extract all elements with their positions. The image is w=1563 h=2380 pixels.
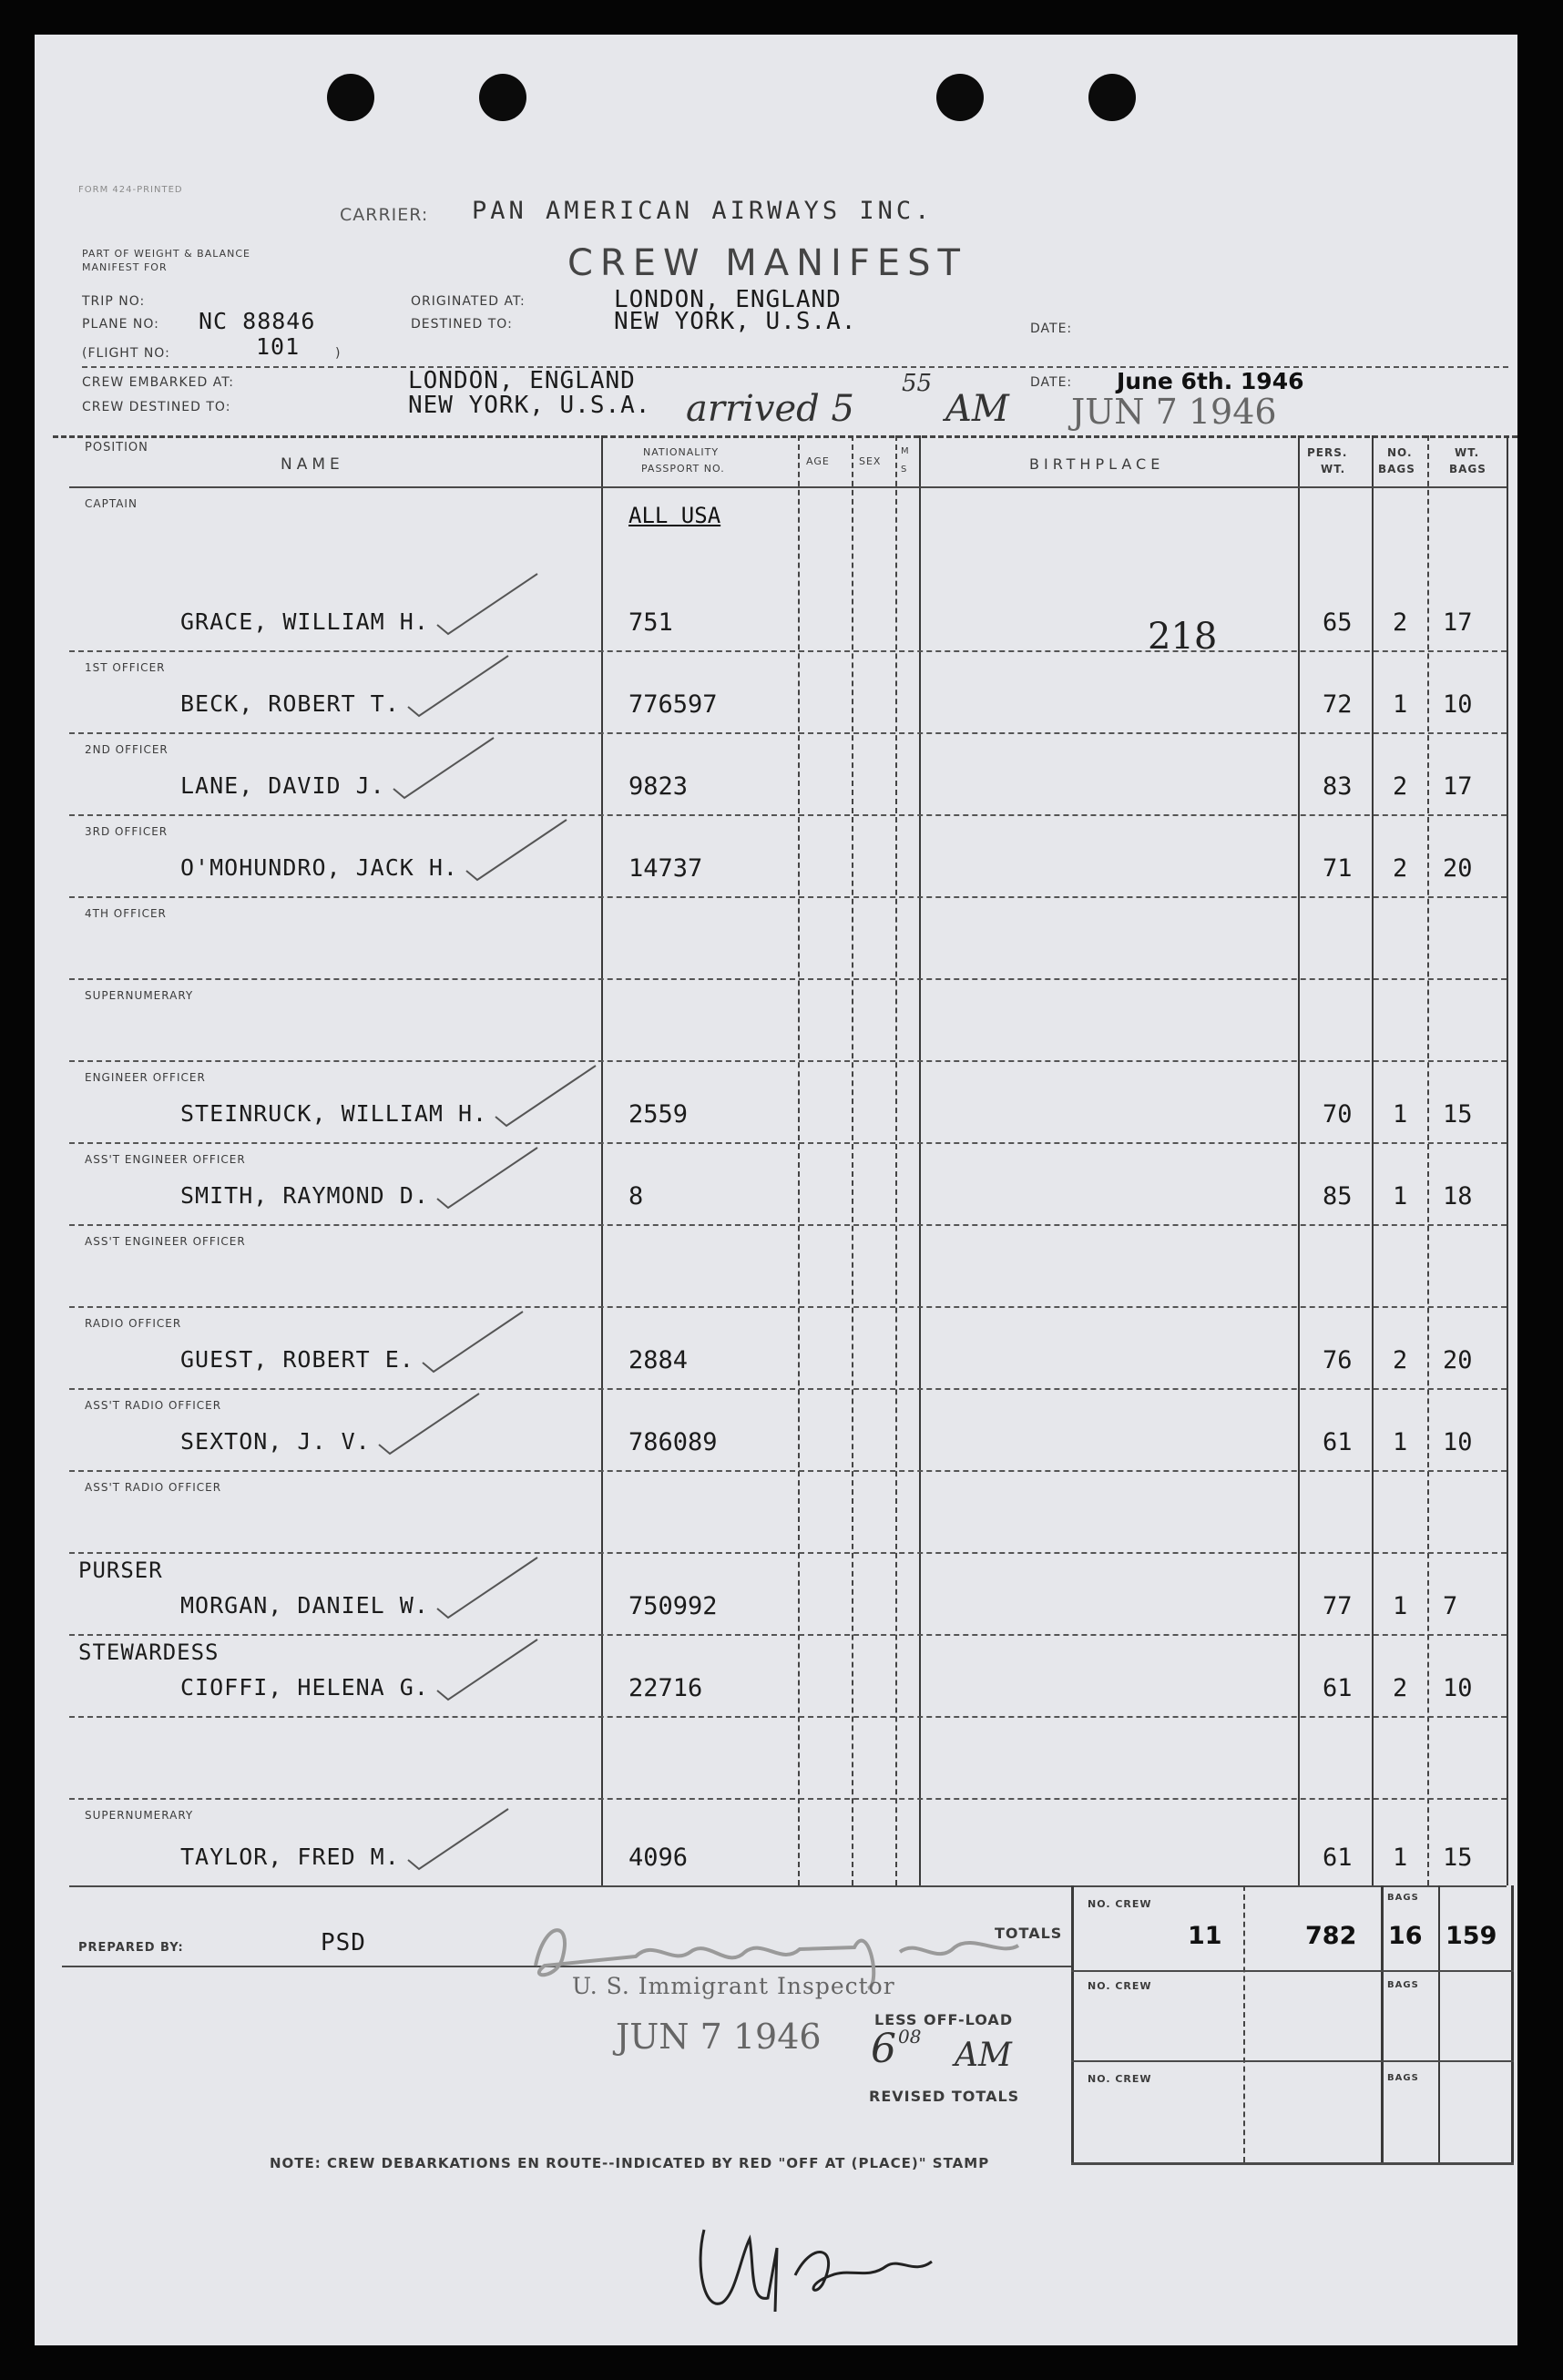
bag-weight: 20 [1443, 854, 1473, 883]
inspector-title: U. S. Immigrant Inspector [572, 1973, 895, 1999]
footer-note: NOTE: CREW DEBARKATIONS EN ROUTE--INDICATED BY RED "OFF AT (PLACE)" STAMP [270, 2155, 990, 2171]
position-label: 2ND OFFICER [85, 743, 169, 756]
bag-count: 1 [1393, 1844, 1408, 1872]
trip-label: TRIP NO: [82, 294, 146, 309]
crew-name: SEXTON, J. V. [180, 1428, 371, 1455]
nationality-note: ALL USA [628, 503, 721, 528]
passport-number: 2559 [628, 1100, 689, 1129]
footer-col-line [1511, 1885, 1514, 2162]
plane-label: PLANE NO: [82, 317, 159, 332]
bag-weight: 7 [1443, 1592, 1458, 1620]
bag-count: 2 [1393, 1346, 1408, 1374]
total-crew: 11 [1188, 1922, 1222, 1950]
bag-weight: 10 [1443, 1674, 1473, 1702]
arrived-ampm: AM [945, 388, 1009, 430]
flight-close: ) [335, 346, 342, 361]
col-wt-bags: WT. [1455, 446, 1480, 459]
embarked-value: LONDON, ENGLAND [408, 367, 636, 394]
footer-col-line [1381, 1885, 1384, 2162]
revised-totals-label: REVISED TOTALS [869, 2088, 1020, 2105]
arrived-note: arrived 5 [686, 388, 854, 430]
check-mark [437, 1639, 537, 1700]
personal-weight: 70 [1323, 1100, 1353, 1129]
personal-weight: 71 [1323, 854, 1353, 883]
flight-number: 101 [256, 333, 301, 360]
date-label: DATE: [1030, 322, 1073, 336]
originated-label: ORIGINATED AT: [411, 294, 526, 309]
initials-signature [686, 2211, 959, 2334]
total-wt-bags: 159 [1446, 1922, 1497, 1950]
form-number: FORM 424-PRINTED [78, 185, 183, 195]
position-label: STEWARDESS [78, 1639, 220, 1665]
bag-count: 2 [1393, 772, 1408, 801]
manifest-page [35, 35, 1517, 2345]
position-label: ASS'T RADIO OFFICER [85, 1399, 222, 1412]
bag-count: 2 [1393, 1674, 1408, 1702]
personal-weight: 65 [1323, 608, 1353, 637]
personal-weight: 83 [1323, 772, 1353, 801]
crew-name: GRACE, WILLIAM H. [180, 608, 429, 635]
crew-name: LANE, DAVID J. [180, 772, 385, 799]
crew-destined-value: NEW YORK, U.S.A. [408, 392, 651, 419]
position-label: PURSER [78, 1558, 163, 1583]
footer-rule [1071, 2060, 1514, 2062]
prepared-by: PSD [321, 1929, 366, 1956]
position-label: RADIO OFFICER [85, 1317, 182, 1330]
no-crew-label-2: NO. CREW [1088, 1980, 1152, 1992]
crew-name: TAYLOR, FRED M. [180, 1844, 400, 1870]
inspector-time: 6 [871, 2026, 896, 2072]
col-ms-2: S [901, 465, 908, 475]
crew-name: O'MOHUNDRO, JACK H. [180, 854, 458, 881]
bags-label: BAGS [1387, 1893, 1419, 1903]
col-wt-bags-2: BAGS [1449, 463, 1486, 475]
check-mark [437, 574, 537, 634]
destined-value: NEW YORK, U.S.A. [614, 308, 857, 335]
destined-label: DESTINED TO: [411, 317, 513, 332]
bag-count: 1 [1393, 690, 1408, 719]
carrier-name: PAN AMERICAN AIRWAYS INC. [472, 197, 934, 225]
bags-label-3: BAGS [1387, 2073, 1419, 2083]
personal-weight: 61 [1323, 1674, 1353, 1702]
inspector-minutes: 08 [898, 2026, 922, 2048]
check-mark [379, 1394, 479, 1454]
col-passport: PASSPORT NO. [641, 463, 725, 475]
footer-col-line [1243, 1885, 1245, 2162]
page-title: CREW MANIFEST [567, 242, 967, 284]
no-crew-label-3: NO. CREW [1088, 2073, 1152, 2085]
carrier-label: CARRIER: [340, 205, 429, 225]
position-label: ASS'T ENGINEER OFFICER [85, 1235, 246, 1248]
check-mark [393, 738, 494, 798]
personal-weight: 61 [1323, 1428, 1353, 1456]
col-birthplace: BIRTHPLACE [1029, 455, 1165, 473]
position-label: SUPERNUMERARY [85, 989, 194, 1002]
bag-count: 1 [1393, 1592, 1408, 1620]
check-mark [437, 1148, 537, 1208]
prepared-label: PREPARED BY: [78, 1941, 184, 1955]
plane-number: NC 88846 [199, 308, 316, 334]
passport-number: 2884 [628, 1346, 689, 1374]
check-mark [408, 656, 508, 716]
check-mark [423, 1312, 523, 1372]
passport-number: 786089 [628, 1428, 718, 1456]
col-sex: SEX [859, 455, 882, 467]
position-label: ASS'T ENGINEER OFFICER [85, 1153, 246, 1166]
bag-count: 2 [1393, 608, 1408, 637]
crew-name: CIOFFI, HELENA G. [180, 1674, 429, 1701]
bag-count: 2 [1393, 854, 1408, 883]
bag-weight: 18 [1443, 1182, 1473, 1210]
position-label: 4TH OFFICER [85, 907, 167, 920]
col-ms-1: M [901, 446, 910, 456]
crew-name: MORGAN, DANIEL W. [180, 1592, 429, 1619]
personal-weight: 61 [1323, 1844, 1353, 1872]
crew-destined-label: CREW DESTINED TO: [82, 400, 231, 414]
col-position: POSITION [85, 441, 148, 455]
flight-label: (FLIGHT NO: [82, 346, 170, 361]
bag-weight: 15 [1443, 1100, 1473, 1129]
passport-number: 751 [628, 608, 673, 637]
position-label: 3RD OFFICER [85, 825, 169, 838]
personal-weight: 72 [1323, 690, 1353, 719]
position-label: CAPTAIN [85, 497, 138, 510]
handwritten-number: 218 [1148, 616, 1218, 658]
col-no-bags: NO. [1387, 446, 1413, 459]
crew-name: BECK, ROBERT T. [180, 690, 400, 717]
crew-name: STEINRUCK, WILLIAM H. [180, 1100, 488, 1127]
passport-number: 9823 [628, 772, 689, 801]
total-bags: 16 [1388, 1922, 1423, 1950]
passport-number: 776597 [628, 690, 718, 719]
bag-weight: 10 [1443, 690, 1473, 719]
personal-weight: 76 [1323, 1346, 1353, 1374]
passport-number: 8 [628, 1182, 644, 1210]
inspector-ampm: AM [955, 2037, 1012, 2074]
col-name: NAME [281, 455, 344, 474]
part-label: PART OF WEIGHT & BALANCE [82, 248, 250, 260]
bag-count: 1 [1393, 1182, 1408, 1210]
arrival-stamp: JUN 7 1946 [1071, 392, 1277, 432]
embarked-label: CREW EMBARKED AT: [82, 375, 234, 390]
bag-weight: 15 [1443, 1844, 1473, 1872]
col-nationality: NATIONALITY [643, 446, 720, 458]
footer-col-line [1438, 1885, 1440, 2162]
bags-label-2: BAGS [1387, 1980, 1419, 1990]
bag-weight: 20 [1443, 1346, 1473, 1374]
col-age: AGE [806, 455, 830, 467]
bag-weight: 10 [1443, 1428, 1473, 1456]
position-label: 1ST OFFICER [85, 661, 166, 674]
position-label: SUPERNUMERARY [85, 1809, 194, 1822]
passport-number: 750992 [628, 1592, 718, 1620]
check-mark [437, 1558, 537, 1618]
part-label-2: MANIFEST FOR [82, 261, 168, 273]
bag-weight: 17 [1443, 772, 1473, 801]
position-label: ASS'T RADIO OFFICER [85, 1481, 222, 1494]
col-pers-wt-2: WT. [1321, 463, 1346, 475]
date2-label: DATE: [1030, 375, 1073, 390]
bag-count: 1 [1393, 1428, 1408, 1456]
col-no-bags-2: BAGS [1378, 463, 1415, 475]
check-mark [466, 820, 567, 880]
passport-number: 4096 [628, 1844, 689, 1872]
total-pers-wt: 782 [1305, 1922, 1357, 1950]
crew-name: GUEST, ROBERT E. [180, 1346, 414, 1373]
footer-rule [1071, 1970, 1514, 1972]
position-label: ENGINEER OFFICER [85, 1071, 206, 1084]
check-mark [408, 1809, 508, 1869]
no-crew-label: NO. CREW [1088, 1898, 1152, 1910]
crew-name: SMITH, RAYMOND D. [180, 1182, 429, 1209]
arrived-minutes: 55 [902, 370, 933, 397]
totals-label: TOTALS [995, 1925, 1063, 1942]
originated-value: LONDON, ENGLAND [614, 286, 842, 313]
col-pers-wt: PERS. [1307, 446, 1348, 459]
passport-number: 14737 [628, 854, 703, 883]
check-mark [495, 1066, 596, 1126]
personal-weight: 85 [1323, 1182, 1353, 1210]
bag-count: 1 [1393, 1100, 1408, 1129]
date2-value: June 6th. 1946 [1117, 368, 1304, 394]
footer-rule [1071, 2162, 1514, 2165]
passport-number: 22716 [628, 1674, 703, 1702]
personal-weight: 77 [1323, 1592, 1353, 1620]
bag-weight: 17 [1443, 608, 1473, 637]
less-offload-label: LESS OFF-LOAD [874, 2011, 1014, 2028]
footer-top-rule [69, 1885, 1507, 1887]
inspector-stamp-date: JUN 7 1946 [616, 2017, 822, 2057]
